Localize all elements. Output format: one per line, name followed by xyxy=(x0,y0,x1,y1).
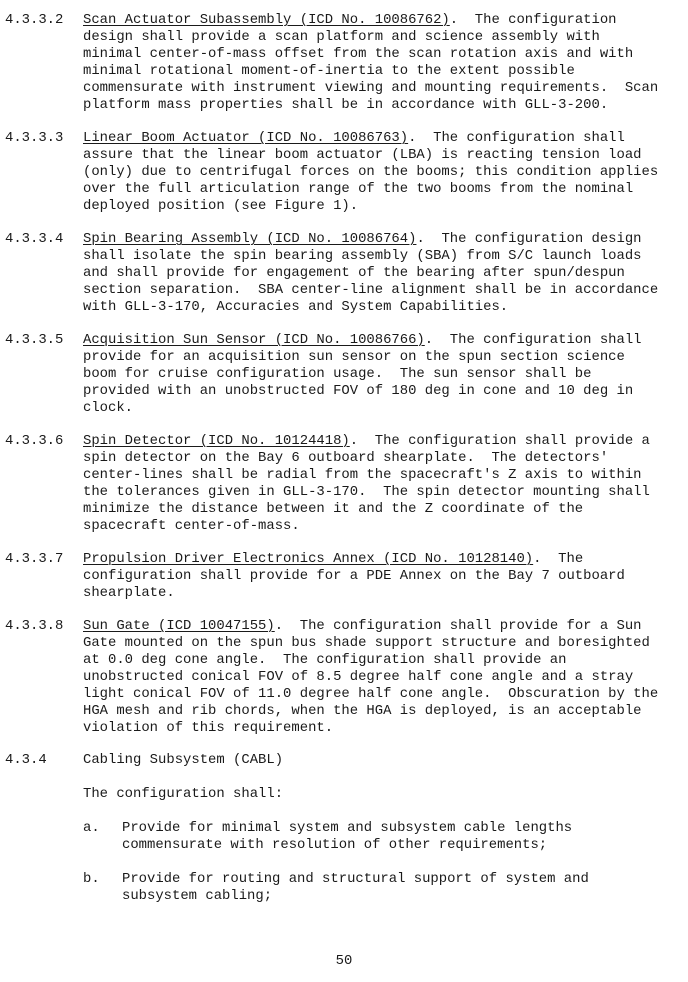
section-line: spacecraft center-of-mass. xyxy=(83,518,300,534)
section-line: shearplate. xyxy=(83,585,175,601)
section-number: 4.3.4 xyxy=(5,752,47,768)
section-line: HGA mesh and rib chords, when the HGA is deployed, is an acceptable xyxy=(83,703,642,719)
section-line: Gate mounted on the spun bus shade support structure and boresighted xyxy=(83,635,650,651)
section-number: 4.3.3.5 xyxy=(5,332,64,348)
section-line: design shall provide a scan platform and science assembly with xyxy=(83,29,600,45)
section-line: the tolerances given in GLL-3-170. The spin detector mounting shall xyxy=(83,484,650,500)
section-first-line xyxy=(83,12,617,29)
section-line: clock. xyxy=(83,400,134,416)
section-number: 4.3.3.8 xyxy=(5,618,64,634)
section-number: 4.3.3.2 xyxy=(5,12,64,28)
list-item-line: commensurate with resolution of other requirements; xyxy=(122,837,548,853)
section-line: provide for an acquisition sun sensor on the spun section science xyxy=(83,349,625,365)
list-item-letter: a. xyxy=(83,820,100,836)
section-first-rest: . The configuration shall xyxy=(408,130,625,146)
section-line: center-lines shall be radial from the spacecraft's Z axis to within xyxy=(83,467,642,483)
section-line: with GLL-3-170, Accuracies and System Capabilities. xyxy=(83,299,509,315)
section-line: section separation. SBA center-line alignment shall be in accordance xyxy=(83,282,659,298)
section-intro: The configuration shall: xyxy=(83,786,284,802)
section-number: 4.3.3.7 xyxy=(5,551,64,567)
section-line: commensurate with instrument viewing and mounting requirements. Scan xyxy=(83,80,659,96)
section-first-line xyxy=(83,231,642,248)
section-line: platform mass properties shall be in accordance with GLL-3-200. xyxy=(83,97,609,113)
section-line: boom for cruise configuration usage. The sun sensor shall be xyxy=(83,366,592,382)
section-line: at 0.0 deg cone angle. The configuration shall provide an xyxy=(83,652,567,668)
section-first-line xyxy=(83,433,650,450)
section-number: 4.3.3.6 xyxy=(5,433,64,449)
section-first-line xyxy=(83,618,642,635)
section-line: (only) due to centrifugal forces on the booms; this condition applies xyxy=(83,164,659,180)
page-number: 50 xyxy=(335,953,353,969)
section-line: minimal center-of-mass offset from the scan rotation axis and with xyxy=(83,46,634,62)
list-item-line: Provide for minimal system and subsystem cable lengths xyxy=(122,820,573,836)
section-title: Acquisition Sun Sensor (ICD No. 10086766) xyxy=(83,332,425,348)
section-line: configuration shall provide for a PDE Annex on the Bay 7 outboard xyxy=(83,568,625,584)
section-line: light conical FOV of 11.0 degree half cone angle. Obscuration by the xyxy=(83,686,659,702)
section-number: 4.3.3.4 xyxy=(5,231,64,247)
section-first-rest: . The configuration shall provide for a Sun xyxy=(274,618,642,634)
list-item-line: Provide for routing and structural support of system and xyxy=(122,871,589,887)
section-title: Sun Gate (ICD 10047155) xyxy=(83,618,275,634)
section-first-line xyxy=(83,130,625,147)
section-title: Scan Actuator Subassembly (ICD No. 10086762) xyxy=(83,12,450,28)
section-line: over the full articulation range of the two booms from the nominal xyxy=(83,181,634,197)
section-first-rest: . The configuration shall xyxy=(424,332,642,348)
section-title: Spin Bearing Assembly (ICD No. 10086764) xyxy=(83,231,417,247)
section-number: 4.3.3.3 xyxy=(5,130,64,146)
section-heading: Cabling Subsystem (CABL) xyxy=(83,752,284,768)
section-first-line xyxy=(83,551,583,568)
section-title: Propulsion Driver Electronics Annex (ICD No. 10128140) xyxy=(83,551,534,567)
section-first-rest: . The configuration shall provide a xyxy=(349,433,650,449)
section-line: minimal rotational moment-of-inertia to the extent possible xyxy=(83,63,575,79)
section-line: shall isolate the spin bearing assembly (SBA) from S/C launch loads xyxy=(83,248,642,264)
section-line: minimize the distance between it and the Z coordinate of the xyxy=(83,501,584,517)
section-line: spin detector on the Bay 6 outboard shearplate. The detectors' xyxy=(83,450,609,466)
section-line: unobstructed conical FOV of 8.5 degree half cone angle and a stray xyxy=(83,669,634,685)
section-title: Spin Detector (ICD No. 10124418) xyxy=(83,433,350,449)
section-first-rest: . The configuration design xyxy=(416,231,642,247)
list-item-line: subsystem cabling; xyxy=(122,888,273,904)
section-line: deployed position (see Figure 1). xyxy=(83,198,359,214)
section-first-line xyxy=(83,332,642,349)
section-line: violation of this requirement. xyxy=(83,720,334,736)
section-first-rest: . The xyxy=(533,551,584,567)
list-item-letter: b. xyxy=(83,871,100,887)
section-line: assure that the linear boom actuator (LBA) is reacting tension load xyxy=(83,147,642,163)
section-first-rest: . The configuration xyxy=(449,12,617,28)
section-title: Linear Boom Actuator (ICD No. 10086763) xyxy=(83,130,409,146)
section-line: and shall provide for engagement of the bearing after spun/despun xyxy=(83,265,625,281)
section-line: provided with an unobstructed FOV of 180 deg in cone and 10 deg in xyxy=(83,383,634,399)
